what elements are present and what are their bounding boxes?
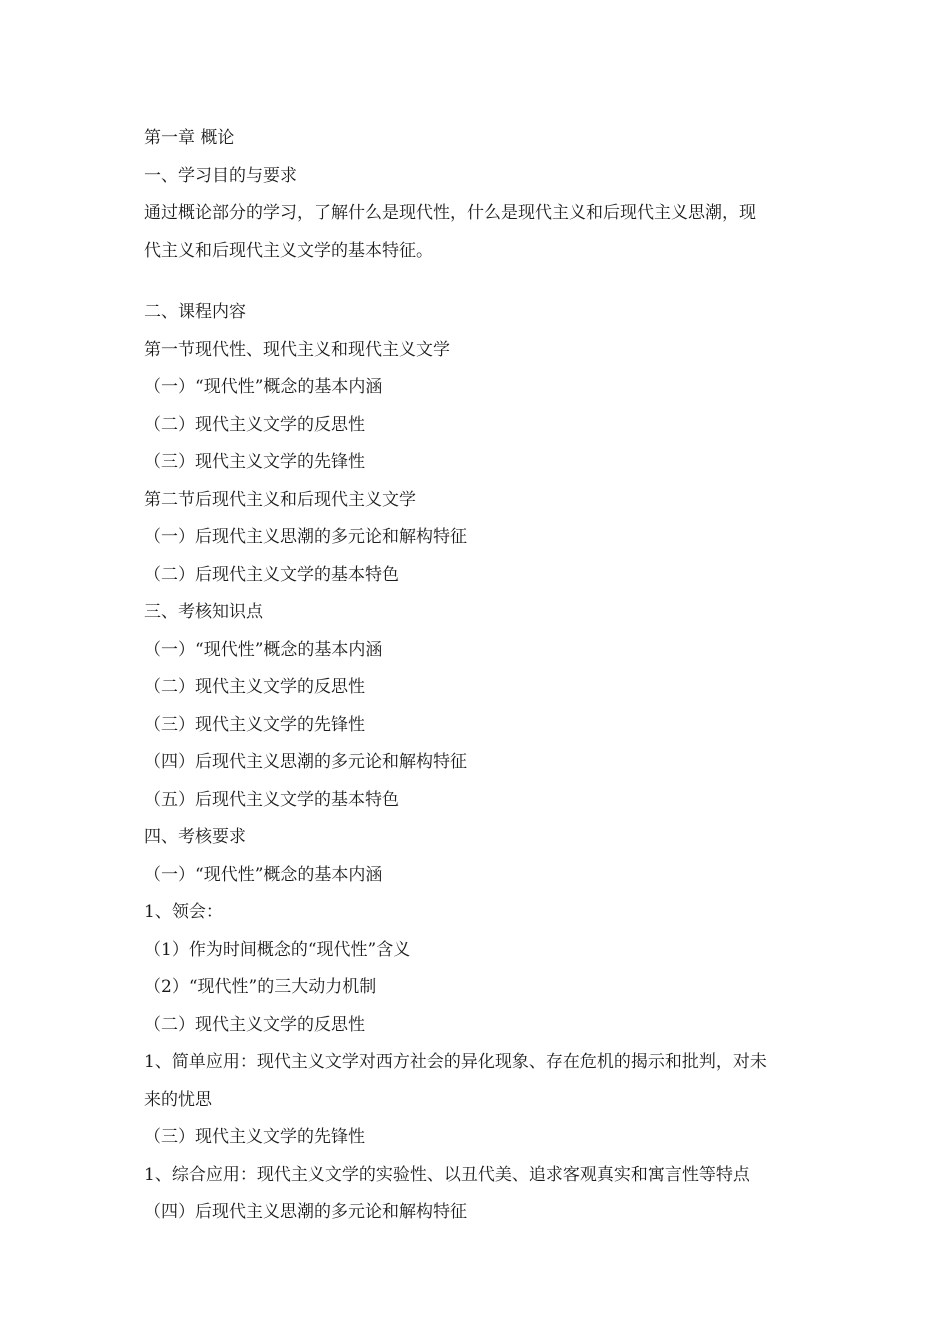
document-content (144, 120, 824, 1232)
list-item: （2）“现代性”的三大动力机制 (144, 977, 377, 997)
subsection-title: （三）现代主义文学的先锋性 (144, 1127, 365, 1147)
list-item: （三）现代主义文学的先锋性 (144, 714, 365, 735)
subsection-title: （四）后现代主义思潮的多元论和解构特征 (144, 1202, 467, 1222)
paragraph-line: 通过概论部分的学习，了解什么是现代性，什么是现代主义和后现代主义思潮，现 (144, 203, 756, 223)
list-item: （二）现代主义文学的反思性 (144, 414, 365, 435)
requirement-level: 1、领会： (144, 902, 223, 922)
section-heading: 一、学习目的与要求 (144, 165, 297, 186)
paragraph-gap (144, 270, 824, 294)
paragraph-line: 1、简单应用：现代主义文学对西方社会的异化现象、存在危机的揭示和批判，对未 (144, 1052, 767, 1072)
list-item: （五）后现代主义文学的基本特色 (144, 789, 399, 810)
list-item: （二）后现代主义文学的基本特色 (144, 564, 399, 585)
section-heading: 四、考核要求 (144, 827, 246, 847)
section-heading: 三、考核知识点 (144, 602, 263, 622)
list-item: （二）现代主义文学的反思性 (144, 677, 365, 697)
subsection-title: （二）现代主义文学的反思性 (144, 1014, 365, 1035)
paragraph-line: 代主义和后现代主义文学的基本特征。 (144, 240, 433, 261)
list-item: （1）作为时间概念的“现代性”含义 (144, 939, 411, 960)
list-item: （一）后现代主义思潮的多元论和解构特征 (144, 527, 467, 547)
paragraph-line: 1、综合应用：现代主义文学的实验性、以丑代美、追求客观真实和寓言性等特点 (144, 1164, 750, 1185)
list-item: （一）“现代性”概念的基本内涵 (144, 377, 383, 397)
subsection-title: （一）“现代性”概念的基本内涵 (144, 864, 383, 885)
chapter-title: 第一章 概论 (144, 128, 235, 148)
subsection-title: 第二节后现代主义和后现代主义文学 (144, 489, 416, 510)
section-heading: 二、课程内容 (144, 302, 246, 322)
subsection-title: 第一节现代性、现代主义和现代主义文学 (144, 339, 450, 360)
paragraph-line: 来的忧思 (144, 1089, 212, 1110)
list-item: （一）“现代性”概念的基本内涵 (144, 639, 383, 660)
list-item: （四）后现代主义思潮的多元论和解构特征 (144, 752, 467, 772)
list-item: （三）现代主义文学的先锋性 (144, 452, 365, 472)
